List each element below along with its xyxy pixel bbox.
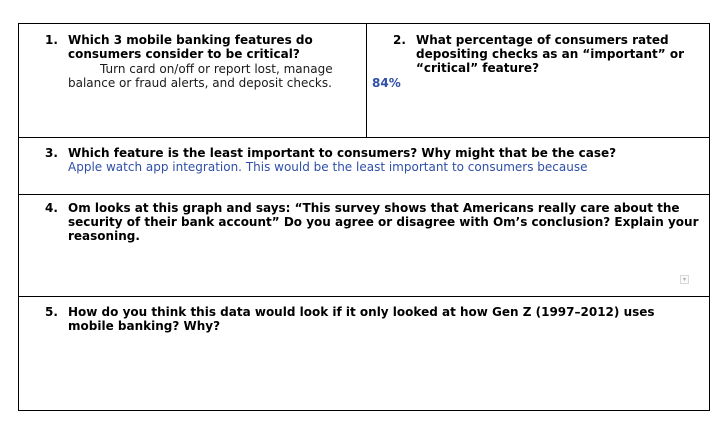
question-4-text: Om looks at this graph and says: “This survey shows that Americans really care about the security of their bank account” Do you agree or disagree with Om’s conclusion? Explain your reasoning. [68, 201, 699, 243]
question-2-text: What percentage of consumers rated depositing checks as an “important” or “critical” feature? [416, 33, 685, 75]
table-row [19, 24, 709, 138]
question-number: 3. [45, 146, 58, 160]
table-row[interactable] [19, 138, 709, 195]
table-row[interactable] [19, 195, 709, 297]
question-number: 5. [45, 305, 58, 319]
cell-resize-handle-icon[interactable]: ▾ [680, 275, 689, 284]
question-5-text: How do you think this data would look if it only looked at how Gen Z (1997–2012) uses mobile banking? Why? [68, 305, 655, 333]
answer-1-text[interactable]: Turn card on/off or report lost, manage balance or fraud alerts, and deposit checks. [68, 62, 333, 90]
question-1-cell[interactable] [19, 24, 367, 137]
question-2-cell[interactable] [367, 24, 711, 137]
question-number: 2. [393, 33, 406, 47]
question-1-text: Which 3 mobile banking features do consumers consider to be critical? [68, 33, 313, 61]
question-number: 1. [45, 33, 58, 47]
question-number: 4. [45, 201, 58, 215]
question-3-text: Which feature is the least important to consumers? Why might that be the case? [68, 146, 617, 160]
worksheet-table [18, 23, 710, 411]
answer-3-text[interactable]: Apple watch app integration. This would be the least important to consumers because [68, 160, 588, 174]
answer-2-text[interactable]: 84% [372, 76, 401, 90]
table-row[interactable] [19, 297, 709, 412]
